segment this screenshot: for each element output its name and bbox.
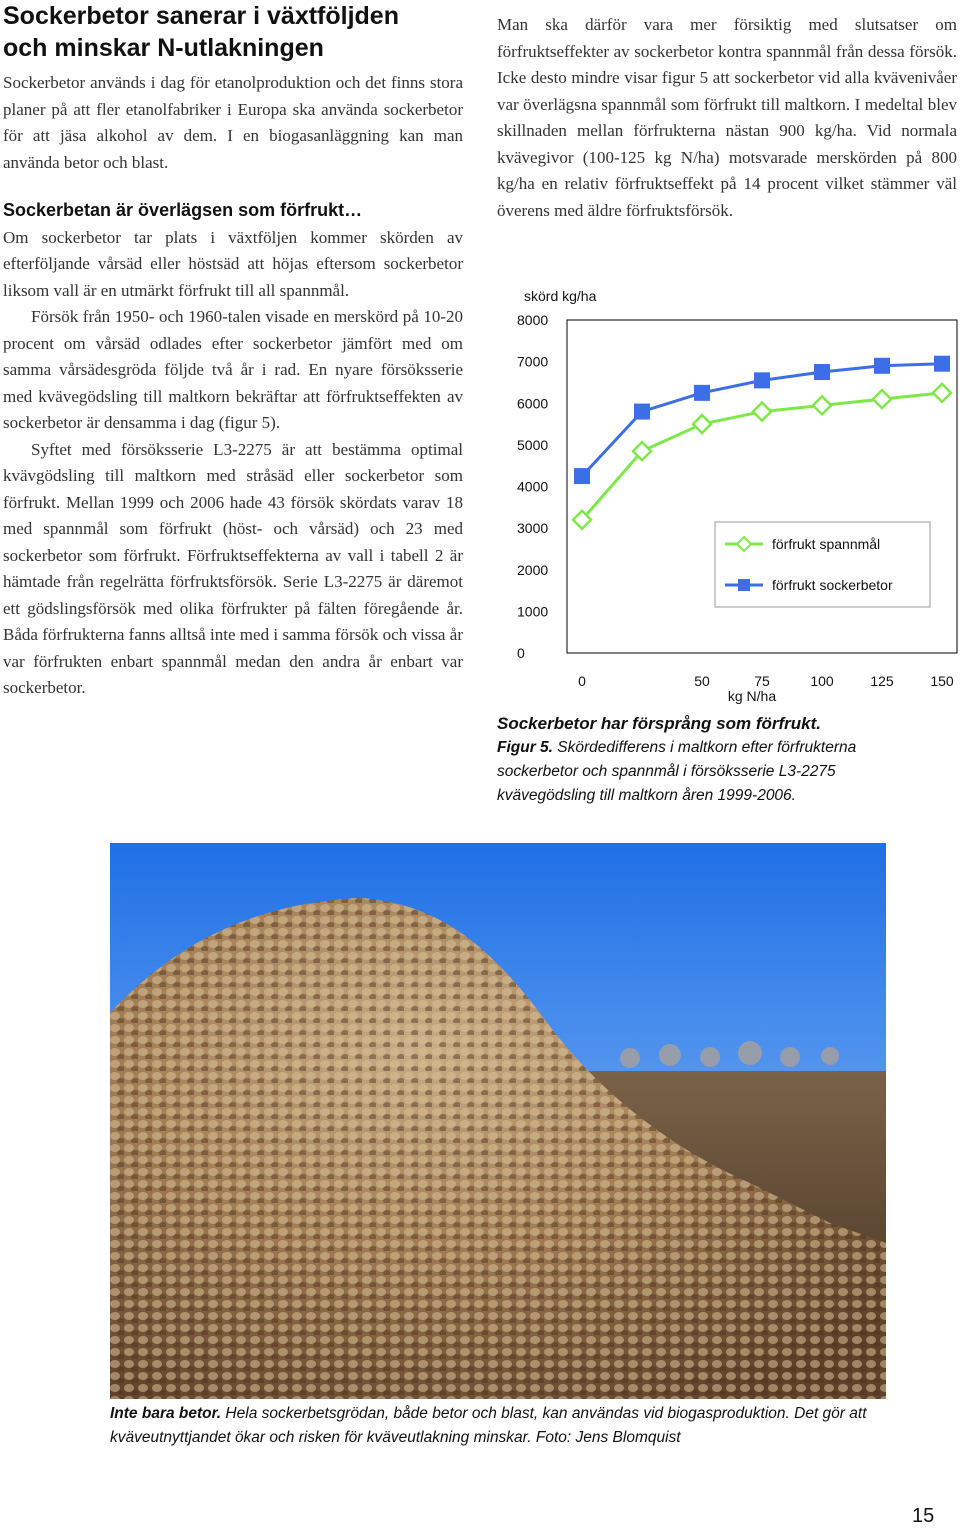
paragraph-1: Om sockerbetor tar plats i växtföljen kommer skörden av efterföljande vårsäd eller höstsäd att höjas eftersom sockerbetor liksom vall är en utmärkt förfrukt till all spannmål.	[3, 227, 463, 300]
yield-chart-svg	[497, 280, 960, 720]
title-line-1: Sockerbetor sanerar i växtföljden	[3, 2, 399, 30]
legend-swatch-marker	[738, 579, 750, 591]
legend-label: förfrukt spannmål	[772, 536, 881, 552]
x-tick-label: 150	[930, 673, 954, 689]
x-axis-label: kg N/ha	[727, 688, 777, 704]
x-tick-label: 0	[578, 673, 586, 689]
figure-caption-text: Skördedifferens i maltkorn efter förfrukterna sockerbetor och spannmål i försöksserie L3-2275 kvävegödsling till maltkorn åren 1999-2006.	[497, 739, 857, 804]
right-paragraph: Man ska därför vara mer försiktig med slutsatser om förfruktseffekter av sockerbetor kontra spannmål från dessa försök. Icke desto mindre visar figur 5 att sockerbetor vid alla kvävenivåer var överlägsna spannmål som förfrukt till maltkorn. I medeltal blev skillnaden mellan förfrukterna nästan 900 kg/ha. Vid normala kvävegivor (100-125 kg N/ha) motsvarade merskörden på 800 kg/ha en relativ förfruktseffekt på 14 procent vilket stämmer väl överens med äldre förfruktsförsök.	[497, 15, 957, 220]
y-axis-label: skörd kg/ha	[524, 288, 597, 304]
x-tick-label: 75	[754, 673, 770, 689]
photo-illustration	[110, 843, 886, 1399]
figure-caption-title: Sockerbetor har försprång som förfrukt.	[497, 714, 822, 733]
paragraph-2: Försök från 1950- och 1960-talen visade en merskörd på 10-20 procent om vårsäd odlades efter sockerbetor jämfört med om samma vårsädesgröda följde två år i rad. En nyare försöksserie med kvävegödsling till maltkorn bekräftar att förfruktseffekten av sockerbetor är densamma i dag (figur 5).	[3, 307, 463, 432]
chart-legend	[715, 522, 930, 607]
legend-label: förfrukt sockerbetor	[772, 577, 893, 593]
data-point	[574, 468, 590, 484]
figure-label: Figur 5.	[497, 739, 553, 756]
data-point	[694, 385, 710, 401]
y-tick-label: 7000	[517, 353, 549, 370]
y-tick-label: 2000	[517, 561, 549, 578]
title-line-2: och minskar N-utlakningen	[3, 34, 324, 62]
data-point	[754, 372, 770, 388]
section-subheading: Sockerbetan är överlägsen som förfrukt…	[3, 200, 363, 220]
y-tick-label: 8000	[517, 312, 549, 328]
y-tick-label: 1000	[517, 603, 549, 620]
x-tick-label: 125	[870, 673, 894, 689]
page-number: 15	[912, 1505, 935, 1527]
intro-paragraph: Sockerbetor används i dag för etanolproduktion och det finns stora planer på att fler etanolfabriker i Europa ska använda sockerbetor för att jäsa alkohol av dem. I en biogasanläggning kan man använda betor och blast.	[3, 73, 463, 172]
photo-caption-title: Inte bara betor.	[110, 1405, 222, 1422]
main-column	[3, 197, 463, 702]
page-title	[3, 0, 473, 64]
figure-caption	[497, 712, 937, 808]
data-point	[934, 356, 950, 372]
sugar-beet-pile-photo	[110, 843, 886, 1399]
paragraph-3: Syftet med försöksserie L3-2275 är att bestämma optimal kvävgödsling till maltkorn med stråsäd eller sockerbetor som förfrukt. Mellan 1999 och 2006 hade 43 försök skördats varav 18 med spannmål som förfrukt (höst- och vårsäd) och 23 med sockerbetor som förfrukt. Förfruktseffekterna av vall i tabell 2 är hämtade från regelrätta förfruktsförsök. Serie L3-2275 är däremot ett gödslingsförsök med olika förfrukter på fälten föregående år. Båda förfrukterna fanns alltså inte med i samma försök och vissa år var förfrukten enbart spannmål medan den andra år enbart var sockerbetor.	[3, 439, 463, 697]
x-tick-label: 50	[694, 673, 710, 689]
y-tick-label: 3000	[517, 520, 549, 537]
y-tick-label: 6000	[517, 395, 549, 412]
data-point	[874, 358, 890, 374]
y-tick-label: 4000	[517, 478, 549, 495]
y-tick-label: 5000	[517, 436, 549, 453]
y-tick-label: 0	[517, 645, 525, 661]
data-point	[814, 364, 830, 380]
photo-caption	[110, 1402, 900, 1450]
data-point	[634, 404, 650, 420]
yield-chart	[497, 280, 960, 720]
photo-caption-text: Hela sockerbetsgrödan, både betor och blast, kan användas vid biogasproduktion. Det gör att kväveutnyttjandet ökar och risken för kväveutlakning minskar. Foto: Jens Blomquist	[110, 1405, 867, 1446]
x-tick-label: 100	[810, 673, 834, 689]
